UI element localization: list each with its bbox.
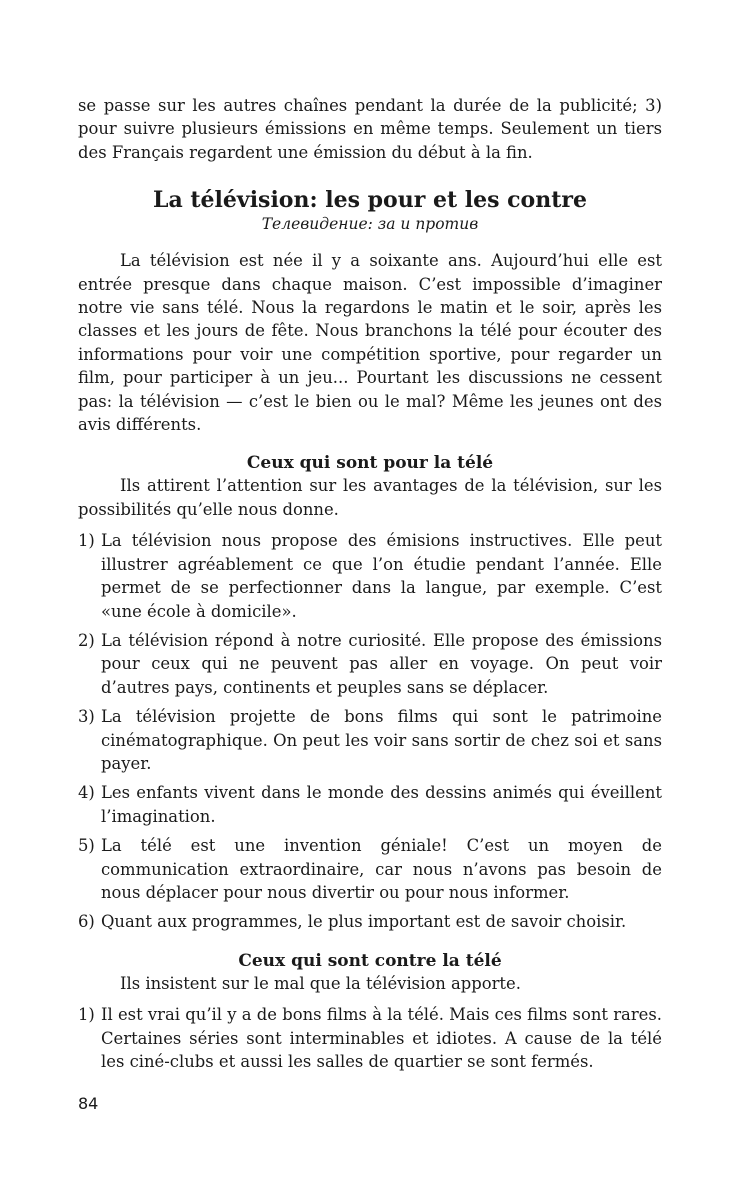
list-item-number: 4) (78, 783, 95, 803)
contre-list (78, 1003, 662, 1073)
list-item-text: La télévision répond à notre curiosité. Elle propose des émissions pour ceux qui ne peuvent pas aller en voyage. On peut voir d’autres pays, continents et peuples sans se déplacer. (101, 630, 662, 697)
list-item-text: La télé est une invention géniale! C’est un moyen de communication extraordinaire, car nous n’avons pas besoin de nous déplacer pour nous divertir ou pour nous informer. (101, 836, 662, 902)
list-item-text: Il est vrai qu’il y a de bons films à la télé. Mais ces films sont rares. Certaines séries sont interminables et idiotes. A cause de la télé les ciné-clubs et aussi les salles de quartier se sont fermés. (101, 1005, 662, 1071)
list-item-number: 1) (78, 531, 95, 551)
list-item-text: Les enfants vivent dans le monde des dessins animés qui éveillent l’imagination. (101, 783, 662, 826)
page-subtitle: Телевидение: за и против (261, 215, 479, 234)
pour-list (78, 529, 662, 934)
list-item (78, 1003, 662, 1073)
pour-heading: Ceux qui sont pour la télé (246, 453, 494, 474)
list-item (78, 629, 662, 699)
list-item (78, 529, 662, 623)
contre-heading: Ceux qui sont contre la télé (238, 950, 502, 971)
list-item-number: 2) (78, 630, 95, 650)
list-item (78, 781, 662, 828)
main-paragraph: La télévision est née il y a soixante ans. Aujourd’hui elle est entrée presque dans chaque maison. C’est impossible d’imaginer notre vie sans télé. Nous la regardons le matin et le soir, après les classes et les jours de fête. Nous branchons la télé pour écouter des informations pour voir une compétition sportive, pour regarder un film, pour participer à un jeu... Pourtant les discussions ne cessent pas: la télévision — c’est le bien ou le mal? Même les jeunes ont des avis différents. (78, 251, 662, 435)
list-item-number: 6) (78, 912, 95, 932)
list-item-number: 5) (78, 836, 95, 856)
contre-lead: Ils insistent sur le mal que la télévision apporte. (120, 973, 521, 993)
list-item (78, 834, 662, 904)
pour-lead: Ils attirent l’attention sur les avantages de la télévision, sur les possibilités qu’elle nous donne. (78, 476, 662, 519)
list-item-text: La télévision nous propose des émisions instructives. Elle peut illustrer agréablement ce que l’on étudie pendant l’année. Elle permet de se perfectionner dans la langue, par exemple. C’est «une école à domicile». (101, 531, 662, 621)
page-content (78, 94, 662, 1079)
page-title: La télévision: les pour et les contre (153, 187, 587, 214)
list-item-number: 3) (78, 707, 95, 727)
list-item-number: 1) (78, 1005, 95, 1025)
list-item (78, 705, 662, 775)
list-item-text: Quant aux programmes, le plus important est de savoir choisir. (101, 912, 627, 932)
intro-paragraph: se passe sur les autres chaînes pendant la durée de la publicité; 3) pour suivre plusieurs émissions en même temps. Seulement un tiers des Français regardent une émission du début à la fin. (78, 96, 662, 162)
page-number: 84 (78, 1094, 99, 1113)
list-item (78, 910, 662, 933)
list-item-text: La télévision projette de bons films qui sont le patrimoine cinématographique. On peut les voir sans sortir de chez soi et sans payer. (101, 707, 662, 773)
